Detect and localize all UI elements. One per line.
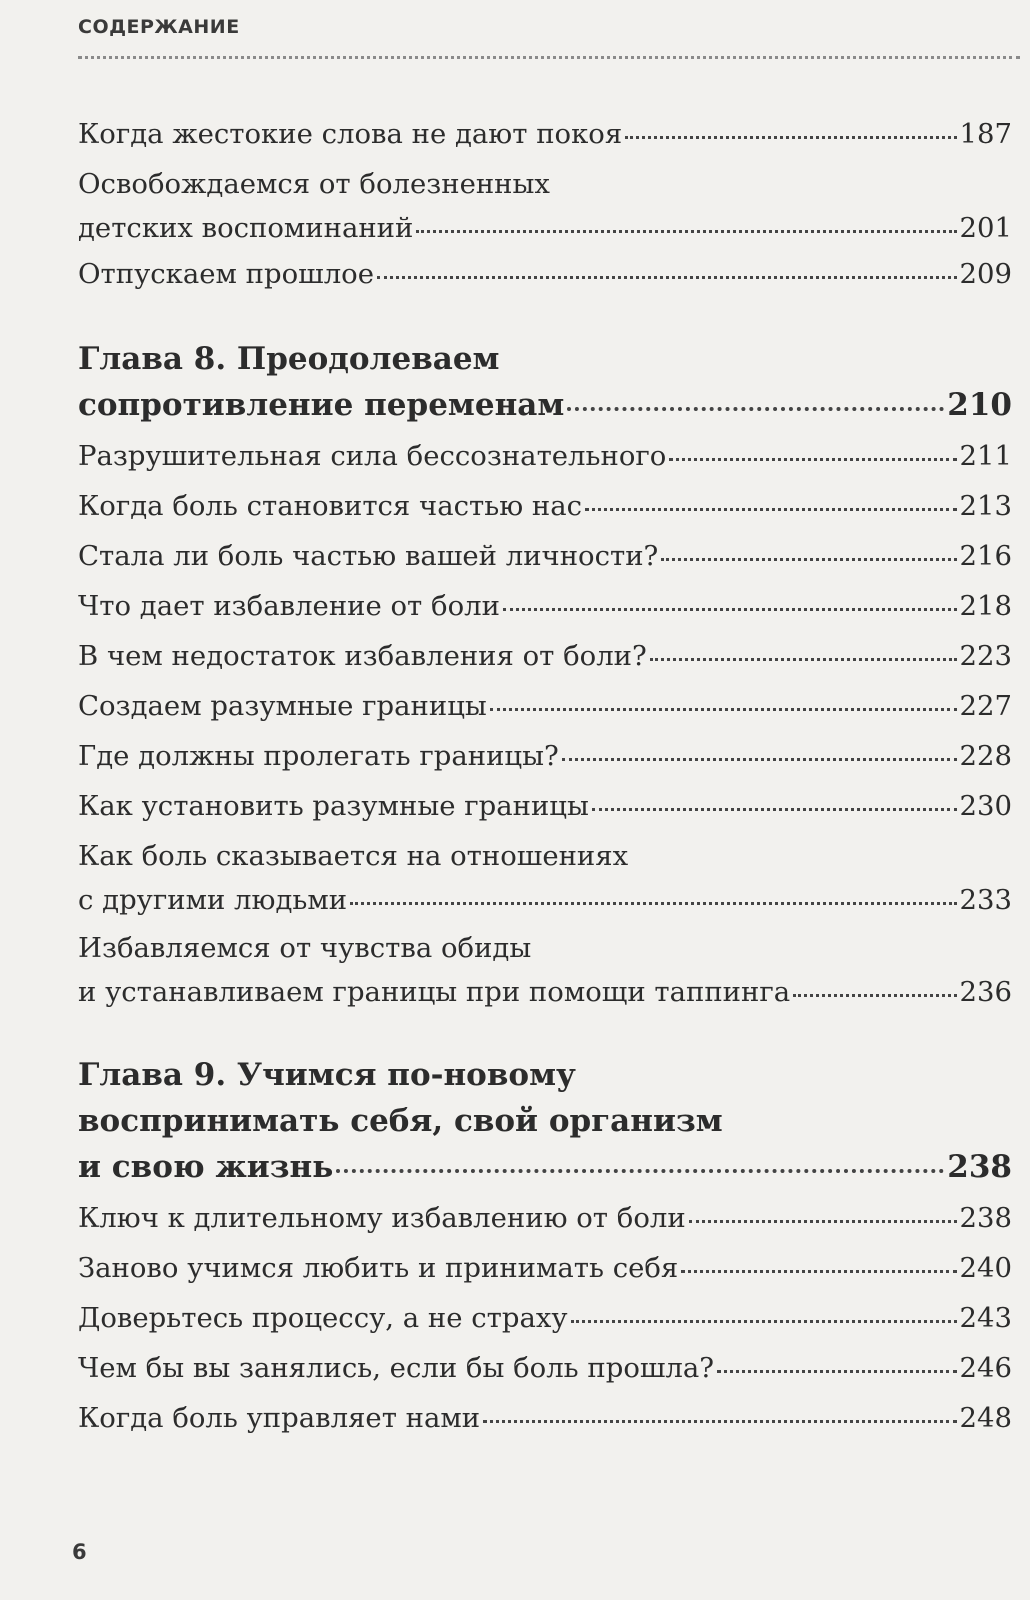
toc-entry xyxy=(78,926,1012,1014)
chapter-title-line: Глава 8. Преодолеваем xyxy=(78,341,500,377)
dot-leader xyxy=(571,1319,957,1323)
dot-leader xyxy=(336,1168,944,1173)
chapter-title: и свою жизнь xyxy=(78,1149,334,1185)
dot-leader xyxy=(681,1269,956,1273)
dot-leader xyxy=(350,901,956,905)
dot-leader xyxy=(490,707,957,711)
chapter-title-line: Глава 9. Учимся по-новому xyxy=(78,1057,576,1093)
dot-leader xyxy=(689,1219,957,1223)
dot-leader xyxy=(567,406,944,411)
dot-leader xyxy=(416,229,956,233)
toc-entry-page: 238 xyxy=(959,1202,1012,1234)
dot-leader xyxy=(650,657,957,661)
toc-entry-title-line: Избавляемся от чувства обиды xyxy=(78,932,532,964)
chapter-title: сопротивление переменам xyxy=(78,387,565,423)
toc-entry-title: Создаем разумные границы xyxy=(78,690,487,722)
toc-entry xyxy=(78,1346,1012,1390)
toc-entry-title-line: Освобождаемся от болезненных xyxy=(78,168,550,200)
toc-entry-title: Чем бы вы занялись, если бы боль прошла? xyxy=(78,1352,715,1384)
toc-entry-title: Когда жестокие слова не дают покоя xyxy=(78,118,623,150)
dot-leader xyxy=(562,757,957,761)
toc-entry-title: Когда боль управляет нами xyxy=(78,1402,481,1434)
toc-entry-title: Как установить разумные границы xyxy=(78,790,589,822)
toc-chapter-9 xyxy=(78,1052,1012,1190)
dot-leader xyxy=(503,607,957,611)
toc-entry xyxy=(78,584,1012,628)
toc-entry-title: Когда боль становится частью нас xyxy=(78,490,582,522)
dot-leader xyxy=(717,1369,956,1373)
toc-entry-title: Разрушительная сила бессознательного xyxy=(78,440,667,472)
toc-entry-title: и устанавливаем границы при помощи таппинга xyxy=(78,976,791,1008)
toc-entry-title: В чем недостаток избавления от боли? xyxy=(78,640,647,672)
toc-entry xyxy=(78,1196,1012,1240)
toc-chapter-8 xyxy=(78,336,1012,428)
toc-entry xyxy=(78,252,1012,296)
toc-entry-page: 227 xyxy=(959,690,1012,722)
toc-entry-title: Стала ли боль частью вашей личности? xyxy=(78,540,659,572)
toc-entry-page: 228 xyxy=(959,740,1012,772)
toc-entry-page: 223 xyxy=(959,640,1012,672)
toc-entry xyxy=(78,634,1012,678)
toc-entry-page: 230 xyxy=(959,790,1012,822)
toc-entry-page: 211 xyxy=(959,440,1012,472)
toc-entry-page: 213 xyxy=(959,490,1012,522)
toc-entry xyxy=(78,1296,1012,1340)
toc-entry-title: Где должны пролегать границы? xyxy=(78,740,559,772)
toc-entry xyxy=(78,434,1012,478)
chapter-title-line: воспринимать себя, свой организм xyxy=(78,1103,723,1139)
dot-leader xyxy=(661,557,956,561)
toc-entry xyxy=(78,784,1012,828)
toc-entry-page: 209 xyxy=(959,258,1012,290)
toc-entry xyxy=(78,112,1012,156)
chapter-page: 210 xyxy=(947,387,1012,423)
toc-entry-page: 243 xyxy=(959,1302,1012,1334)
toc-entry xyxy=(78,1246,1012,1290)
toc-entry-page: 233 xyxy=(959,884,1012,916)
page-number: 6 xyxy=(72,1540,87,1564)
toc-entry-title: Заново учимся любить и принимать себя xyxy=(78,1252,679,1284)
toc-entry xyxy=(78,734,1012,778)
running-header: СОДЕРЖАНИЕ xyxy=(78,16,240,38)
toc-entry-title-line: Как боль сказывается на отношениях xyxy=(78,840,629,872)
toc-entry xyxy=(78,834,1012,922)
toc-entry-page: 248 xyxy=(959,1402,1012,1434)
toc-entry-title: Отпускаем прошлое xyxy=(78,258,375,290)
toc-entry xyxy=(78,484,1012,528)
toc-entry-page: 216 xyxy=(959,540,1012,572)
toc-entry xyxy=(78,1396,1012,1440)
toc-entry-page: 201 xyxy=(959,212,1012,244)
toc-entry xyxy=(78,162,1012,250)
toc-entry xyxy=(78,684,1012,728)
toc-entry-page: 218 xyxy=(959,590,1012,622)
dot-leader xyxy=(483,1419,956,1423)
toc-entry-title: с другими людьми xyxy=(78,884,348,916)
toc-entry-title: детских воспоминаний xyxy=(78,212,414,244)
toc-entry-title: Ключ к длительному избавлению от боли xyxy=(78,1202,686,1234)
toc-entry-title: Доверьтесь процессу, а не страху xyxy=(78,1302,568,1334)
header-dotted-rule xyxy=(78,56,1020,59)
toc-entry-title: Что дает избавление от боли xyxy=(78,590,500,622)
dot-leader xyxy=(585,507,957,511)
dot-leader xyxy=(592,807,957,811)
dot-leader xyxy=(625,135,956,139)
toc-entry xyxy=(78,534,1012,578)
dot-leader xyxy=(377,275,956,279)
chapter-page: 238 xyxy=(947,1149,1012,1185)
toc-entry-page: 187 xyxy=(959,118,1012,150)
toc-entry-page: 246 xyxy=(959,1352,1012,1384)
dot-leader xyxy=(793,993,956,997)
toc-entry-page: 236 xyxy=(959,976,1012,1008)
toc-entry-page: 240 xyxy=(959,1252,1012,1284)
dot-leader xyxy=(669,457,956,461)
